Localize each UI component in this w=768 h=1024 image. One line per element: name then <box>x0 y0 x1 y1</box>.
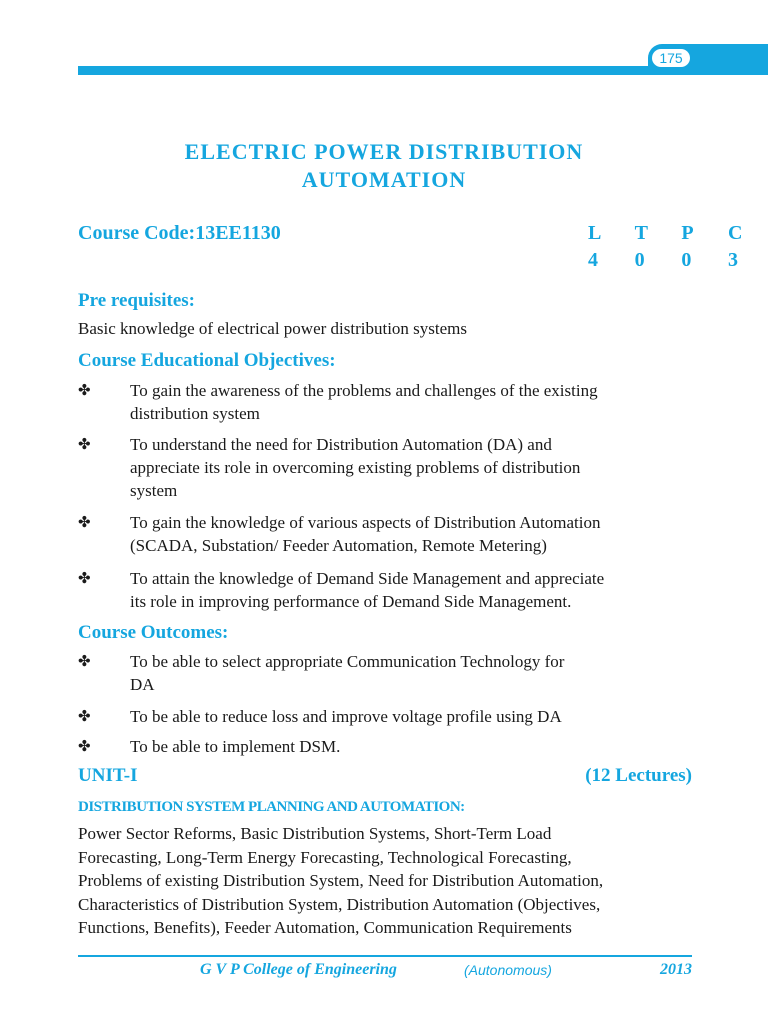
course-code-row <box>78 220 743 271</box>
ltpc-header-t: T <box>634 222 648 244</box>
document-title <box>78 138 690 194</box>
ltpc-header-l: L <box>588 222 602 244</box>
clover-bullet-icon: ✤ <box>78 707 91 725</box>
footer-year: 2013 <box>660 961 692 978</box>
footer-college: G V P College of Engineering <box>200 961 397 978</box>
outcome-line: To be able to implement DSM. <box>130 737 341 756</box>
unit-body <box>78 822 692 940</box>
unit-lectures: (12 Lectures) <box>585 765 692 786</box>
objective-line: appreciate its role in overcoming existing problems of distribution <box>130 458 581 477</box>
footer-rule <box>78 955 692 957</box>
objective-line: (SCADA, Substation/ Feeder Automation, Remote Metering) <box>130 536 547 555</box>
clover-bullet-icon: ✤ <box>78 652 91 670</box>
objective-line: To understand the need for Distribution Automation (DA) and <box>130 435 552 454</box>
clover-bullet-icon: ✤ <box>78 569 91 587</box>
objective-line: To gain the knowledge of various aspects of Distribution Automation <box>130 513 601 532</box>
ltpc-value-p: 0 <box>681 249 692 271</box>
objective-line: its role in improving performance of Demand Side Management. <box>130 592 572 611</box>
objective-line: To attain the knowledge of Demand Side Management and appreciate <box>130 569 605 588</box>
objectives-heading: Course Educational Objectives: <box>78 350 336 371</box>
outcome-line: DA <box>130 675 155 694</box>
ltpc-value-c: 3 <box>727 249 738 271</box>
unit-header <box>78 764 692 788</box>
unit-body-line: Forecasting, Long-Term Energy Forecasting, Technological Forecasting, <box>78 847 572 867</box>
outcome-line: To be able to select appropriate Communication Technology for <box>130 652 565 671</box>
course-code: Course Code:13EE1130 <box>78 222 281 244</box>
unit-body-line: Functions, Benefits), Feeder Automation, Communication Requirements <box>78 918 572 937</box>
objective-line: To gain the awareness of the problems and challenges of the existing <box>130 381 598 400</box>
footer-autonomous: (Autonomous) <box>464 962 552 978</box>
title-line-1: ELECTRIC POWER DISTRIBUTION <box>184 139 584 164</box>
ltpc-value-l: 4 <box>588 249 598 271</box>
prerequisites-heading: Pre requisites: <box>78 290 195 311</box>
unit-body-line: Characteristics of Distribution System, Distribution Automation (Objectives, <box>78 894 601 914</box>
prerequisites-text: Basic knowledge of electrical power distribution systems <box>78 319 468 338</box>
ltpc-values <box>588 247 748 273</box>
clover-bullet-icon: ✤ <box>78 381 91 399</box>
objective-line: distribution system <box>130 404 260 423</box>
title-line-2: AUTOMATION <box>301 167 467 192</box>
page-number: 175 <box>652 49 690 67</box>
unit-subtitle: DISTRIBUTION SYSTEM PLANNING AND AUTOMATION: <box>78 799 465 815</box>
unit-body-line: Problems of existing Distribution System, Need for Distribution Automation, <box>78 871 604 890</box>
objective-line: system <box>130 481 178 500</box>
ltpc-header-p: P <box>681 222 694 244</box>
outcome-line: To be able to reduce loss and improve voltage profile using DA <box>130 707 562 726</box>
outcomes-heading: Course Outcomes: <box>78 622 229 643</box>
clover-bullet-icon: ✤ <box>78 737 91 755</box>
clover-bullet-icon: ✤ <box>78 435 91 453</box>
unit-body-line: Power Sector Reforms, Basic Distribution Systems, Short-Term Load <box>78 824 552 843</box>
clover-bullet-icon: ✤ <box>78 513 91 531</box>
ltpc-header-c: C <box>727 222 743 244</box>
ltpc-headers <box>588 220 748 246</box>
unit-label: UNIT-I <box>78 765 138 786</box>
ltpc-value-t: 0 <box>634 249 645 271</box>
